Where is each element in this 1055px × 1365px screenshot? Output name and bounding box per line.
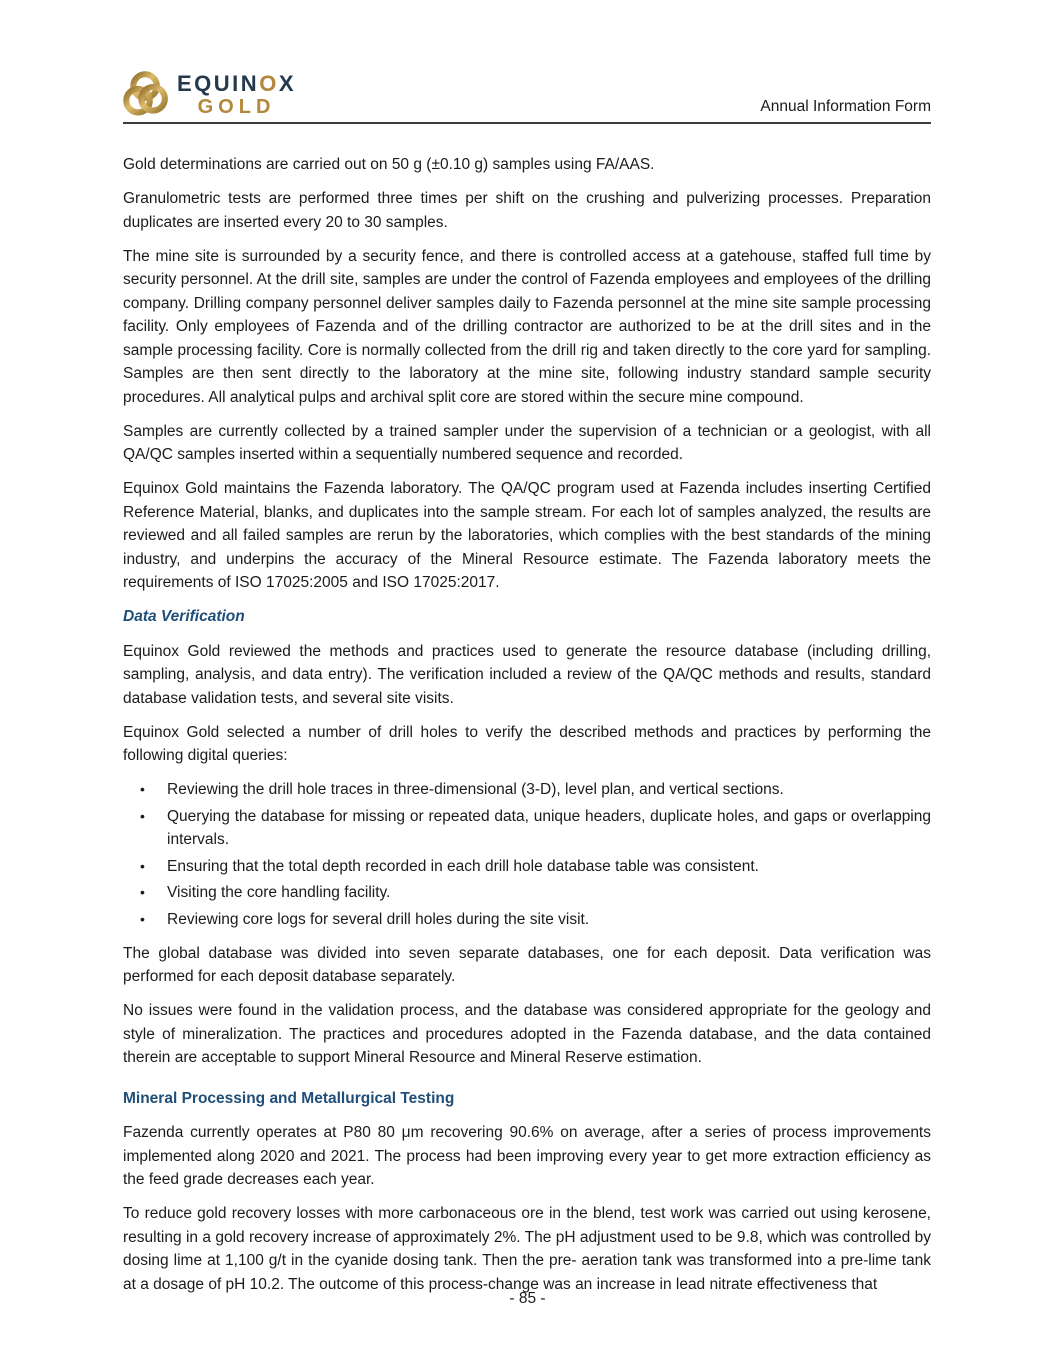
document-title: Annual Information Form (760, 98, 931, 115)
list-item (123, 855, 931, 879)
equinox-gold-logo (123, 71, 296, 119)
paragraph-fazenda-laboratory: Equinox Gold maintains the Fazenda laboratory. The QA/QC program used at Fazenda includes inserting Certified Reference Material, blanks, and duplicates into the sample stream. For each lot of samples analyzed, the results are reviewed and all failed samples are rerun by the laboratories, which complies with the best standards of the mining industry, and underpins the accuracy of the Mineral Resource estimate. The Fazenda laboratory meets the requirements of ISO 17025:2005 and ISO 17025:2017. (123, 480, 931, 591)
paragraph-granulometric-tests: Granulometric tests are performed three times per shift on the crushing and pulverizing processes. Preparation duplicates are inserted every 20 to 30 samples. (123, 190, 931, 231)
logo-text-equin: EQUIN (177, 71, 260, 96)
paragraph-gold-determinations: Gold determinations are carried out on 50 g (±0.10 g) samples using FA/AAS. (123, 156, 655, 173)
paragraph-p80-recovery: Fazenda currently operates at P80 80 μm recovering 90.6% on average, after a series of process improvements implemented along 2020 and 2021. The process had been improving every year to get more extraction efficiency as the feed grade decreases each year. (123, 1124, 931, 1188)
list-item (123, 805, 931, 852)
logo-wordmark-line1 (177, 73, 296, 95)
paragraph-methods-review: Equinox Gold reviewed the methods and practices used to generate the resource database (including drilling, sampling, analysis, and data entry). The verification included a review of the QA/QC methods and results, standard database validation tests, and several site visits. (123, 642, 931, 707)
list-item-text: Reviewing the drill hole traces in three-dimensional (3-D), level plan, and vertical sections. (167, 781, 784, 798)
list-item-text: Reviewing core logs for several drill holes during the site visit. (167, 910, 590, 928)
list-item (123, 881, 931, 905)
logo-text-x: X (278, 71, 296, 96)
document-body (123, 153, 931, 1296)
heading-data-verification: Data Verification (123, 608, 245, 625)
heading-mineral-processing: Mineral Processing and Metallurgical Testing (123, 1089, 455, 1107)
bullet-icon: • (140, 857, 145, 874)
list-item-text: Visiting the core handling facility. (167, 884, 391, 901)
digital-queries-list (123, 778, 931, 931)
paragraph-drill-hole-verification: Equinox Gold selected a number of drill holes to verify the described methods and practices by performing the following digital queries: (123, 723, 931, 764)
paragraph-validation-result: No issues were found in the validation process, and the database was considered appropriate for the geology and style of mineralization. The practices and procedures adopted in the Fazenda database, and the data contained therein are acceptable to support Mineral Resource and Mineral Reserve estimation. (123, 1002, 931, 1066)
page-number: - 85 - (509, 1290, 546, 1307)
bullet-icon: • (140, 910, 145, 927)
page-footer (0, 1290, 1055, 1308)
page-header (123, 71, 931, 124)
paragraph-kerosene-testwork: To reduce gold recovery losses with more carbonaceous ore in the blend, test work was carried out using kerosene, resulting in a gold recovery increase of approximately 2%. The pH adjustment used to be 9.8, which was controlled by dosing lime at 1,100 g/t in the cyanide dosing tank. Then the pre- aeration tank was transformed into a pre-lime tank at a dosage of pH 10.2. The outcome of this process-change was an increase in lead nitrate effectiveness that (123, 1205, 931, 1293)
list-item-text: Querying the database for missing or repeated data, unique headers, duplicate holes, and gaps or overlapping intervals. (167, 807, 931, 848)
logo-wordmark (177, 73, 296, 117)
bullet-icon: • (140, 781, 145, 797)
list-item (123, 908, 931, 932)
bullet-icon: • (140, 807, 145, 824)
paragraph-sample-collection: Samples are currently collected by a trained sampler under the supervision of a technician or a geologist, with all QA/QC samples inserted within a sequentially numbered sequence and recorded. (123, 422, 931, 463)
list-item-text: Ensuring that the total depth recorded in each drill hole database table was consistent. (167, 857, 759, 875)
logo-text-gold-o: O (259, 71, 279, 96)
bullet-icon: • (140, 884, 145, 900)
equinox-knot-icon (123, 71, 170, 119)
paragraph-mine-site-security: The mine site is surrounded by a security fence, and there is controlled access at a gatehouse, staffed full time by security personnel. At the drill site, samples are under the control of Fazenda employees and employees of the drilling company. Drilling company personnel deliver samples daily to Fazenda personnel at the mine site sample processing facility. Only employees of Fazenda and of the drilling contractor are authorized to be at the drill sites and in the sample processing facility. Core is normally collected from the drill rig and taken directly to the core yard for sampling. Samples are then sent directly to the laboratory at the mine site, following industry standard sample security procedures. All analytical pulps and archival split core are stored within the secure mine compound. (123, 247, 931, 406)
paragraph-global-database: The global database was divided into seven separate databases, one for each deposit. Data verification was performed for each deposit database separately. (123, 944, 931, 985)
list-item (123, 778, 931, 802)
logo-wordmark-line2: GOLD (197, 96, 276, 118)
